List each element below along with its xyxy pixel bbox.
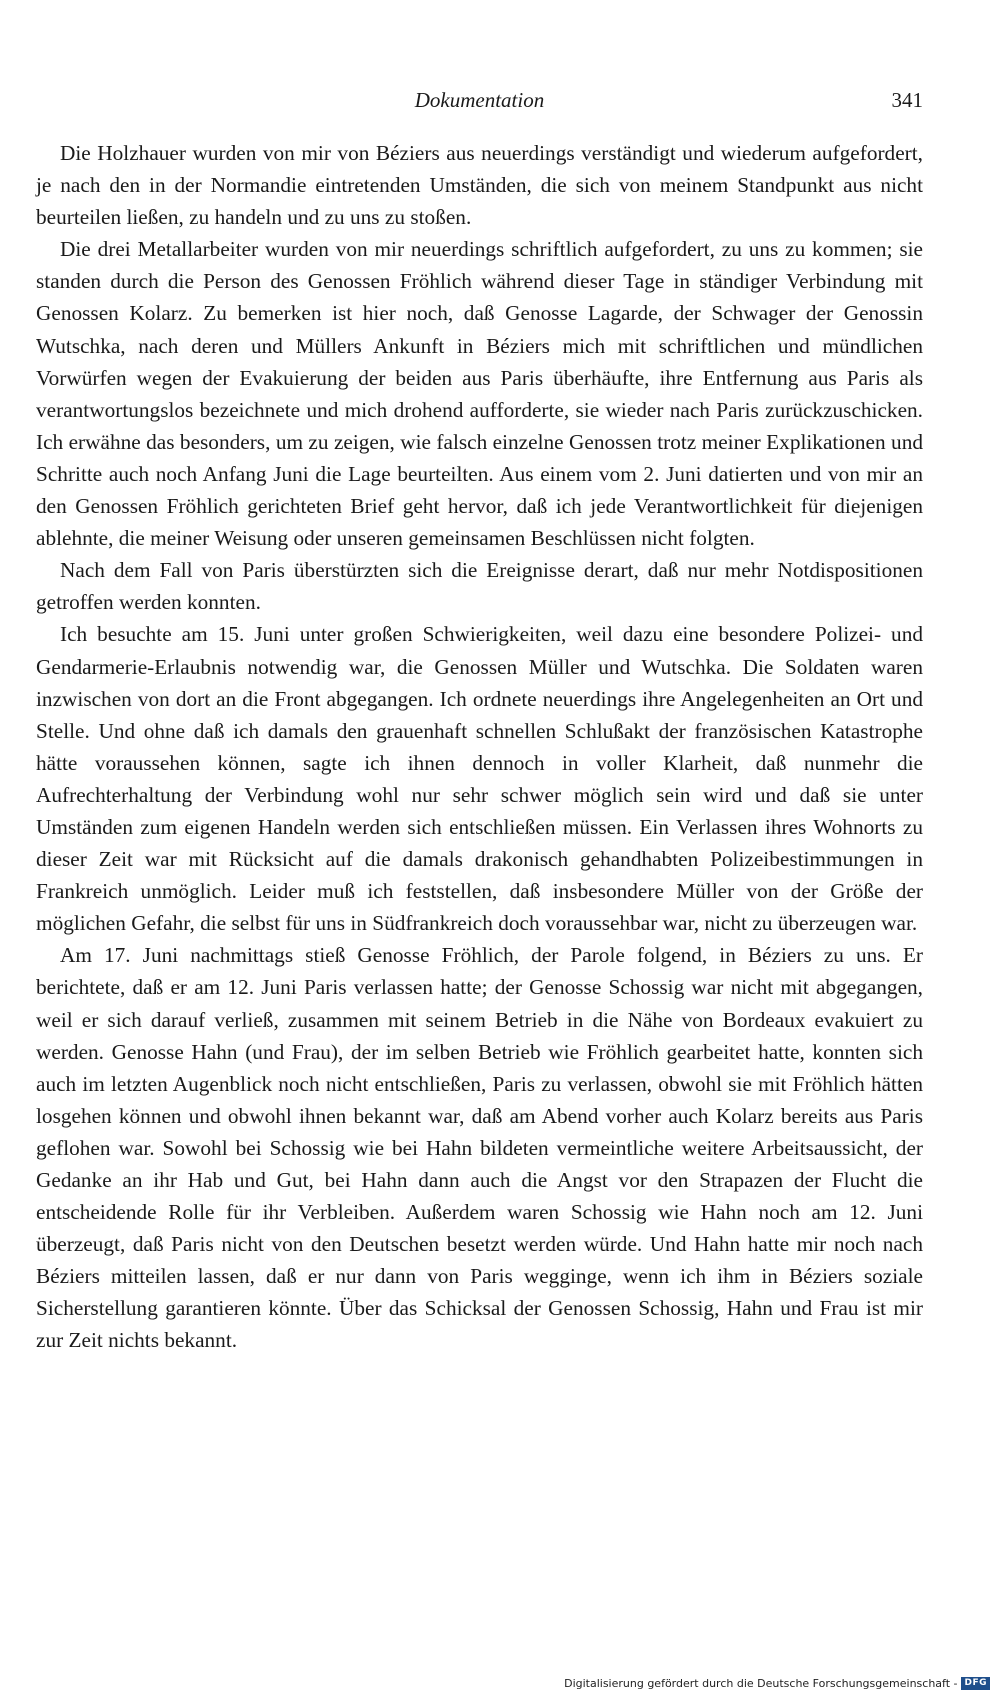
dfg-logo: DFG bbox=[961, 1677, 990, 1690]
running-title: Dokumentation bbox=[414, 88, 545, 112]
running-header bbox=[36, 86, 923, 118]
paragraph-5: Am 17. Juni nachmittags stieß Genosse Fröhlich, der Parole folgend, in Béziers zu uns. Er berichtete, daß er am 12. Juni Paris verlassen hatte; der Genosse Schossig war nicht mit abgegangen, weil er sich darauf verließ, zusammen mit seinem Betrieb in die Nähe von Bordeaux evakuiert zu werden. Genosse Hahn (und Frau), der im selben Betrieb wie Fröhlich gearbeitet hatte, konnten sich auch im letzten Augenblick noch nicht entschließen, Paris zu verlassen, obwohl sie mit Fröhlich hätten losgehen können und obwohl ihnen bekannt war, daß am Abend vorher auch Kolarz bereits aus Paris geflohen war. Sowohl bei Schossig wie bei Hahn bildeten vermeintliche weitere Arbeitsaussicht, der Gedanke an ihr Hab und Gut, bei Hahn dann auch die Angst vor den Strapazen der Flucht die entscheidende Rolle für ihr Verbleiben. Außerdem waren Schossig wie Hahn noch am 12. Juni überzeugt, daß Paris nicht von den Deutschen besetzt werden würde. Und Hahn hatte mir noch nach Béziers mitteilen lassen, daß er nur dann von Paris wegginge, wenn ich ihm in Béziers soziale Sicherstellung garantieren könnte. Über das Schicksal der Genossen Schossig, Hahn und Frau ist mir zur Zeit nichts bekannt. bbox=[36, 943, 923, 1353]
paragraph-2: Die drei Metallarbeiter wurden von mir neuerdings schriftlich aufgefordert, zu uns zu kommen; sie standen durch die Person des Genossen Fröhlich während dieser Tage in ständiger Verbindung mit Genossen Kolarz. Zu bemerken ist hier noch, daß Genosse Lagarde, der Schwager der Genossin Wutschka, nach deren und Müllers Ankunft in Béziers mich mit schriftlichen und mündlichen Vorwürfen wegen der Evakuierung der beiden aus Paris überhäufte, ihre Entfernung aus Paris als verantwortungslos bezeichnete und mich drohend aufforderte, sie wieder nach Paris zurückzuschicken. Ich erwähne das besonders, um zu zeigen, wie falsch einzelne Genossen trotz meiner Explikationen und Schritte auch noch Anfang Juni die Lage beurteilten. Aus einem vom 2. Juni datierten und von mir an den Genossen Fröhlich gerichteten Brief geht hervor, daß ich jede Verantwortlichkeit für diejenigen ablehnte, die meiner Weisung oder unseren gemeinsamen Beschlüssen nicht folgten. bbox=[36, 237, 923, 551]
digitization-footer bbox=[564, 1674, 990, 1692]
paragraph-4: Ich besuchte am 15. Juni unter großen Schwierigkeiten, weil dazu eine besondere Polizei- und Gendarmerie-Erlaubnis notwendig war, die Genossen Müller und Wutschka. Die Soldaten waren inzwischen von dort an die Front abgegangen. Ich ordnete neuerdings ihre Angelegenheiten an Ort und Stelle. Und ohne daß ich damals den grauenhaft schnellen Schlußakt der französischen Katastrophe hätte voraussehen können, sagte ich ihnen dennoch in voller Klarheit, daß nunmehr die Aufrechterhaltung der Verbindung wohl nur sehr schwer möglich sein wird und daß sie unter Umständen zum eigenen Handeln werden sich entschließen müssen. Ein Verlassen ihres Wohnorts zu dieser Zeit war mit Rücksicht auf die damals drakonisch gehandhabten Polizeibestimmungen in Frankreich unmöglich. Leider muß ich feststellen, daß insbesondere Müller von der Größe der möglichen Gefahr, die selbst für uns in Südfrankreich doch voraussehbar war, nicht zu überzeugen war. bbox=[36, 622, 923, 936]
paragraph-3: Nach dem Fall von Paris überstürzten sich die Ereignisse derart, daß nur mehr Notdispositionen getroffen werden konnten. bbox=[36, 558, 923, 615]
page-number: 341 bbox=[891, 88, 923, 112]
footer-credit: Digitalisierung gefördert durch die Deutsche Forschungsgemeinschaft - bbox=[564, 1676, 958, 1690]
paragraph-1: Die Holzhauer wurden von mir von Béziers aus neuerdings verständigt und wiederum aufgefordert, je nach den in der Normandie eintretenden Umständen, die sich von meinem Standpunkt aus nicht beurteilen ließen, zu handeln und zu uns zu stoßen. bbox=[36, 141, 923, 230]
body-text bbox=[36, 137, 923, 1357]
